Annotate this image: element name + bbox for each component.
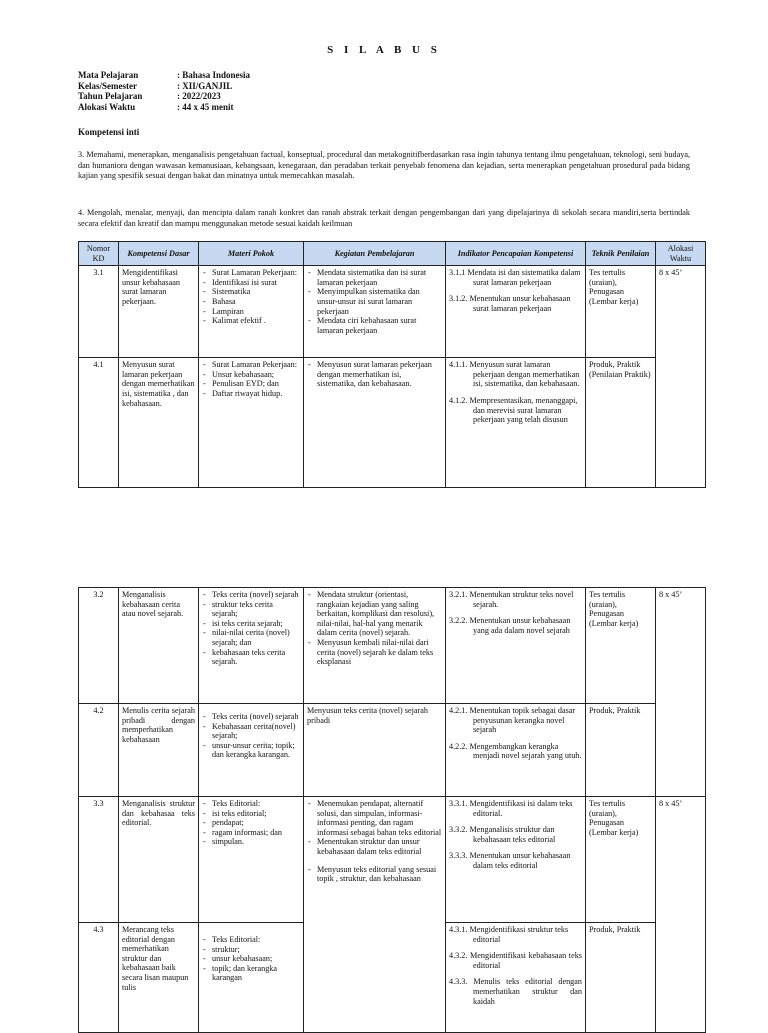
list-item: - Teks Editorial: bbox=[202, 935, 300, 945]
indicator: 4.1.2. Mempresentasikan, menanggapi, dan merevisi surat lamaran pekerjaan yang telah disusun bbox=[449, 395, 578, 425]
alokasi-cell: 8 x 45’ bbox=[656, 266, 706, 488]
list-item: - isi teks cerita sejarah; bbox=[202, 619, 300, 629]
table-row bbox=[79, 704, 706, 797]
kd-number: 3.1 bbox=[79, 266, 119, 358]
list-item: - Teks cerita (novel) sejarah bbox=[202, 590, 300, 600]
indikator-cell bbox=[446, 923, 586, 1033]
list-item: - kebahasaan teks cerita sejarah. bbox=[202, 648, 300, 667]
list-item: - Menemukan pendapat, alternatif solusi, dan simpulan, informasi-informasi penting, dan ragam informasi sebagai bahan teks editorial bbox=[307, 799, 442, 837]
header-materi: Materi Pokok bbox=[199, 242, 304, 266]
kd-number: 3.2 bbox=[79, 588, 119, 704]
materi-cell bbox=[199, 266, 304, 358]
list-item: - Menyimpulkan sistematika dan unsur-unsur isi surat lamaran pekerjaan bbox=[307, 287, 442, 316]
header-teknik: Teknik Penilaian bbox=[586, 242, 656, 266]
list-item: - pendapat; bbox=[202, 818, 300, 828]
list-item: - Penulisan EYD; dan bbox=[202, 379, 300, 389]
table-header-row bbox=[79, 242, 706, 266]
course-info bbox=[78, 70, 250, 112]
kegiatan-cell: Menyusun teks cerita (novel) sejarah pribadi bbox=[304, 704, 446, 797]
materi-cell bbox=[199, 797, 304, 923]
meta-row bbox=[78, 102, 250, 113]
list-item: - Daftar riwayat hidup. bbox=[202, 389, 300, 399]
header-alokasi: Alokasi Waktu bbox=[656, 242, 706, 266]
meta-row bbox=[78, 81, 250, 92]
list-item: - nilai-nilai cerita (novel) sejarah; dan bbox=[202, 628, 300, 647]
list-item: - Kebahasaan cerita(novel) sejarah; bbox=[202, 722, 300, 741]
table-row bbox=[79, 797, 706, 923]
materi-cell bbox=[199, 358, 304, 488]
meta-key: Kelas/Semester bbox=[78, 80, 137, 91]
list-item: - unsur-unsur cerita; topik; dan kerangka karangan. bbox=[202, 741, 300, 760]
indikator-cell bbox=[446, 266, 586, 358]
teknik-cell: Produk, Praktik bbox=[586, 704, 656, 797]
list-item: - ragam informasi; dan bbox=[202, 828, 300, 838]
kd-number: 3.3 bbox=[79, 797, 119, 923]
kd-text: Mengidentifikasi unsur kebahasaan surat lamaran pekerjaan. bbox=[119, 266, 199, 358]
materi-cell bbox=[199, 923, 304, 1033]
header-no: Nomor KD bbox=[79, 242, 119, 266]
indikator-cell bbox=[446, 704, 586, 797]
kd-number: 4.2 bbox=[79, 704, 119, 797]
syllabus-table-2 bbox=[78, 587, 706, 1033]
list-item: - Unsur kebahasaan; bbox=[202, 370, 300, 380]
kd-text: Merancang teks editorial dengan memerhatikan struktur dan kebahasaan baik secara lisan maupun tulis bbox=[119, 923, 199, 1033]
header-kd: Kompetensi Dasar bbox=[119, 242, 199, 266]
meta-key: Alokasi Waktu bbox=[78, 101, 136, 112]
kegiatan-cell bbox=[304, 266, 446, 358]
list-item: - Mendata sistematika dan isi surat lamaran pekerjaan bbox=[307, 268, 442, 287]
list-item: - simpulan. bbox=[202, 837, 300, 847]
indicator: 3.2.2. Menentukan unsur kebahasaan yang ada dalam novel sejarah bbox=[449, 616, 571, 635]
list-item: - Mendata ciri kebahasaan surat lamaran pekerjaan bbox=[307, 316, 442, 335]
kegiatan-cell bbox=[304, 588, 446, 704]
meta-row bbox=[78, 91, 250, 102]
indicator: 4.2.1. Menentukan topik sebagai dasar penyusunan kerangka novel sejarah bbox=[449, 706, 576, 735]
kd-text: Menulis cerita sejarah pribadi dengan memperhatikan kebahasaan bbox=[119, 704, 199, 797]
teknik-cell: Tes tertulis (uraian), Penugasan (Lembar kerja) bbox=[586, 266, 656, 358]
list-item: - Teks Editorial: bbox=[202, 799, 300, 809]
header-kegiatan: Kegiatan Pembelajaran bbox=[304, 242, 446, 266]
meta-value: : Bahasa Indonesia bbox=[177, 70, 251, 80]
list-item: - topik; dan kerangka karangan bbox=[202, 964, 300, 983]
list-item: - Sistematika bbox=[202, 287, 300, 297]
list-item: - unsur kebahasaan; bbox=[202, 954, 300, 964]
list-item: - isi teks editorial; bbox=[202, 809, 300, 819]
indikator-cell bbox=[446, 358, 586, 488]
list-item: - Surat Lamaran Pekerjaan: bbox=[202, 360, 300, 370]
meta-key: Mata Pelajaran bbox=[78, 70, 139, 80]
materi-cell bbox=[199, 588, 304, 704]
document-title: S I L A B U S bbox=[327, 44, 441, 56]
kd-number: 4.3 bbox=[79, 923, 119, 1033]
indicator: 3.1.1 Mendata isi dan sistematika dalam surat lamaran pekerjaan bbox=[449, 268, 581, 287]
indicator: 4.2.2. Mengembangkan kerangka menjadi novel sejarah yang utuh. bbox=[449, 741, 582, 761]
list-item: - Kalimat efektif . bbox=[202, 316, 300, 326]
meta-value: : 2022/2023 bbox=[177, 91, 221, 101]
materi-cell bbox=[199, 704, 304, 797]
indicator: 4.3.3. Menulis teks editorial dengan memerhatikan struktur dan kaidah bbox=[449, 977, 582, 1006]
list-item: - Teks cerita (novel) sejarah bbox=[202, 712, 300, 722]
kegiatan-cell bbox=[304, 797, 446, 1033]
indikator-cell bbox=[446, 797, 586, 923]
list-item: - Menyusun surat lamaran pekerjaan dengan memerhatikan isi, sistematika, dan kebahasaan. bbox=[307, 360, 442, 389]
list-item: - Menyusun teks editorial yang sesuai topik , struktur, dan kebahasaan bbox=[307, 865, 442, 884]
header-indikator: Indikator Pencapaian Kompetensi bbox=[446, 242, 586, 266]
core-competence-4: 4. Mengolah, menalar, menyaji, dan mencipta dalam ranah konkret dan ranah abstrak terkait dengan pengembangan dari yang dipelajarinya di sekolah secara mandiri,serta bertindak secara efektif dan kreatif dan mampu menggunakan metode sesuai kaidah keilmuan bbox=[78, 208, 690, 228]
indicator: 4.1.1. Menyusun surat lamaran pekerjaan dengan memerhatikan isi, sistematika, dan kebahasaan. bbox=[449, 360, 580, 389]
indicator: 3.2.1. Menentukan struktur teks novel sejarah. bbox=[449, 590, 574, 609]
teknik-cell: Tes tertulis (uraian), Penugasan (Lembar kerja) bbox=[586, 797, 656, 923]
indicator: 3.3.2. Menganalisis struktur dan kebahasaan teks editorial bbox=[449, 825, 556, 844]
table-row bbox=[79, 588, 706, 704]
alokasi-cell: 8 x 45’ bbox=[656, 797, 706, 1033]
core-competence-heading: Kompetensi inti bbox=[78, 127, 140, 137]
indikator-cell bbox=[446, 588, 586, 704]
teknik-cell: Tes tertulis (uraian), Penugasan (Lembar kerja) bbox=[586, 588, 656, 704]
meta-value: : 44 x 45 menit bbox=[177, 101, 234, 112]
alokasi-cell: 8 x 45’ bbox=[656, 588, 706, 797]
list-item: - Identifikasi isi surat bbox=[202, 278, 300, 288]
indicator: 4.3.1. Mengidentifikasi struktur teks editorial bbox=[449, 925, 569, 944]
meta-value: : XII/GANJIL bbox=[177, 80, 233, 91]
indicator: 3.1.2. Menentukan unsur kebahasaan surat lamaran pekerjaan bbox=[449, 294, 571, 313]
kegiatan-cell bbox=[304, 358, 446, 488]
table-row bbox=[79, 266, 706, 358]
list-item: - Bahasa bbox=[202, 297, 300, 307]
list-item: - Menyusun kembali nilai-nilai dari cerita (novel) sejarah ke dalam teks eksplanasi bbox=[307, 638, 442, 667]
core-competence-3: 3. Memahami, menerapkan, menganalisis pengetahuan factual, konseptual, procedural dan metakognitifberdasarkan rasa ingin tahunya tentang ilmu pengetahuan, teknologi, seni budaya, dan humaniora dengan wawasan kemanusiaan, kebangsaan, kenegaraan, dan peradaban terkait penyebab fenomena dan kejadian, serta menerapkan pengetahuan prosedural pada bidang kajian yang spesifik sesuai dengan bakat dan minatnya untuk memecahkan masalah. bbox=[78, 150, 690, 180]
kd-text: Menganalisis kebahasaan cerita atau novel sejarah. bbox=[119, 588, 199, 704]
teknik-cell: Produk, Praktik bbox=[586, 923, 656, 1033]
list-item: - struktur; bbox=[202, 945, 300, 955]
kd-text: Menyusun surat lamaran pekerjaan dengan memerhatikan isi, sistematika , dan kebahasaan. bbox=[119, 358, 199, 488]
syllabus-table-1 bbox=[78, 241, 706, 488]
kd-text: Menganalisis struktur dan kebahasaa teks editorial. bbox=[119, 797, 199, 923]
table-row bbox=[79, 358, 706, 488]
list-item: - Surat Lamaran Pekerjaan: bbox=[202, 268, 300, 278]
meta-key: Tahun Pelajaran bbox=[78, 91, 143, 101]
indicator: 3.3.1. Mengidentifikasi isi dalam teks editorial. bbox=[449, 799, 573, 818]
indicator: 3.3.3. Menentukan unsur kebahasaan dalam teks editorial bbox=[449, 851, 571, 870]
list-item: - Mendata struktur (orientasi, rangkaian kejadian yang saling berkaitan, komplikasi dan resolusi), nilai-nilai, hal-hal yang menarik dalam cerita (novel) sejarah. bbox=[307, 590, 442, 638]
teknik-cell: Produk, Praktik (Penilaian Praktik) bbox=[586, 358, 656, 488]
indicator: 4.3.2. Mengidentifikasi kebahasaan teks editorial bbox=[449, 951, 582, 970]
list-item: - struktur teks cerita sejarah; bbox=[202, 600, 300, 619]
list-item: - Menentukan struktur dan unsur kebahasaan dalam teks editorial bbox=[307, 837, 442, 856]
kd-number: 4.1 bbox=[79, 358, 119, 488]
meta-row bbox=[78, 70, 250, 81]
list-item: - Lampiran bbox=[202, 307, 300, 317]
